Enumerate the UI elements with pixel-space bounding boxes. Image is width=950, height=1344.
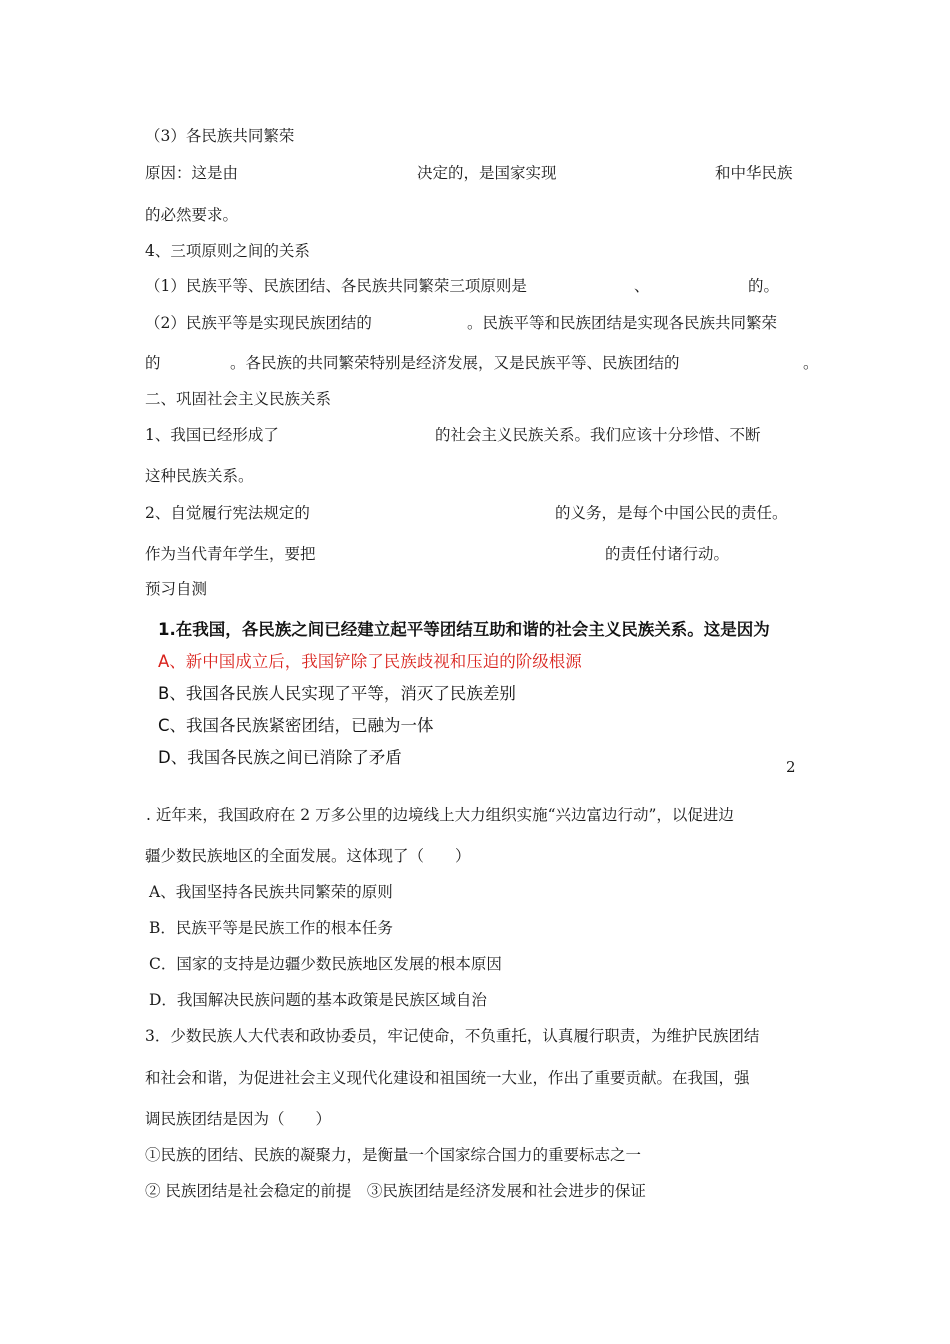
q3-line-2: 和社会和谐，为促进社会主义现代化建设和祖国统一大业，作出了重要贡献。在我国，强 bbox=[145, 1069, 750, 1087]
relation-2-text: （2）民族平等是实现民族团结的 bbox=[145, 314, 372, 332]
relation-1-end: 的。 bbox=[748, 277, 780, 295]
reason-suffix: 和中华民族 bbox=[715, 164, 793, 182]
q2-line-1: . 近年来，我国政府在 2 万多公里的边境线上大力组织实施“兴边富边行动”，以促进边 bbox=[146, 806, 734, 824]
q1-option-b: B、我国各民族人民实现了平等，消灭了民族差别 bbox=[158, 684, 516, 703]
q2-line-2: 疆少数民族地区的全面发展。这体现了（ ） bbox=[145, 847, 471, 865]
q3-line-3: 调民族团结是因为（ ） bbox=[145, 1110, 332, 1128]
part-2-title: 二、巩固社会主义民族关系 bbox=[145, 390, 332, 408]
item-2-text2: 的义务，是每个中国公民的责任。 bbox=[555, 504, 788, 522]
section-3-title: （3）各民族共同繁荣 bbox=[145, 127, 295, 145]
q3-statement-2-3: ② 民族团结是社会稳定的前提 ③民族团结是经济发展和社会进步的保证 bbox=[145, 1182, 646, 1200]
q1-option-c: C、我国各民族紧密团结，已融为一体 bbox=[158, 716, 434, 735]
q1-option-d: D、我国各民族之间已消除了矛盾 bbox=[158, 748, 402, 767]
relation-2-de: 的 bbox=[145, 354, 161, 372]
relation-1-sep: 、 bbox=[634, 277, 650, 295]
item-1-text2: 的社会主义民族关系。我们应该十分珍惜、不断 bbox=[435, 426, 761, 444]
item-2-text3: 作为当代青年学生，要把 bbox=[145, 545, 316, 563]
q3-line-1: 3．少数民族人大代表和政协委员，牢记使命，不负重托，认真履行职责，为维护民族团结 bbox=[145, 1027, 760, 1045]
item-2-end: 的责任付诸行动。 bbox=[605, 545, 730, 563]
q2-option-c: C．国家的支持是边疆少数民族地区发展的根本原因 bbox=[149, 955, 502, 973]
q1-option-a-text: A、新中国成立后，我国铲除了民族歧视和压迫的阶级根源 bbox=[158, 652, 582, 671]
q2-option-d: D．我国解决民族问题的基本政策是民族区域自治 bbox=[149, 991, 487, 1009]
reason-mid: 决定的，是国家实现 bbox=[417, 164, 557, 182]
q1-stem: 1.在我国，各民族之间已经建立起平等团结互助和谐的社会主义民族关系。这是因为 bbox=[158, 620, 770, 639]
relation-2-text3: 。各民族的共同繁荣特别是经济发展，又是民族平等、民族团结的 bbox=[230, 354, 680, 372]
item-2-text: 2、自觉履行宪法规定的 bbox=[145, 504, 310, 522]
reason-prefix: 原因：这是由 bbox=[145, 164, 239, 182]
page-number: 2 bbox=[786, 758, 796, 776]
q3-statement-1: ①民族的团结、民族的凝聚力，是衡量一个国家综合国力的重要标志之一 bbox=[145, 1146, 642, 1164]
preview-title: 预习自测 bbox=[145, 580, 208, 598]
relation-2-end: 。 bbox=[803, 354, 819, 372]
q2-option-a: A、我国坚持各民族共同繁荣的原则 bbox=[149, 883, 393, 901]
section-4-title: 4、三项原则之间的关系 bbox=[145, 242, 310, 260]
item-1-text: 1、我国已经形成了 bbox=[145, 426, 279, 444]
item-1-end: 这种民族关系。 bbox=[145, 467, 254, 485]
reason-end: 的必然要求。 bbox=[145, 206, 239, 224]
q1-option-a bbox=[158, 652, 582, 672]
relation-2-text2: 。民族平等和民族团结是实现各民族共同繁荣 bbox=[467, 314, 778, 332]
q2-option-b: B．民族平等是民族工作的根本任务 bbox=[149, 919, 393, 937]
relation-1-text: （1）民族平等、民族团结、各民族共同繁荣三项原则是 bbox=[145, 277, 527, 295]
